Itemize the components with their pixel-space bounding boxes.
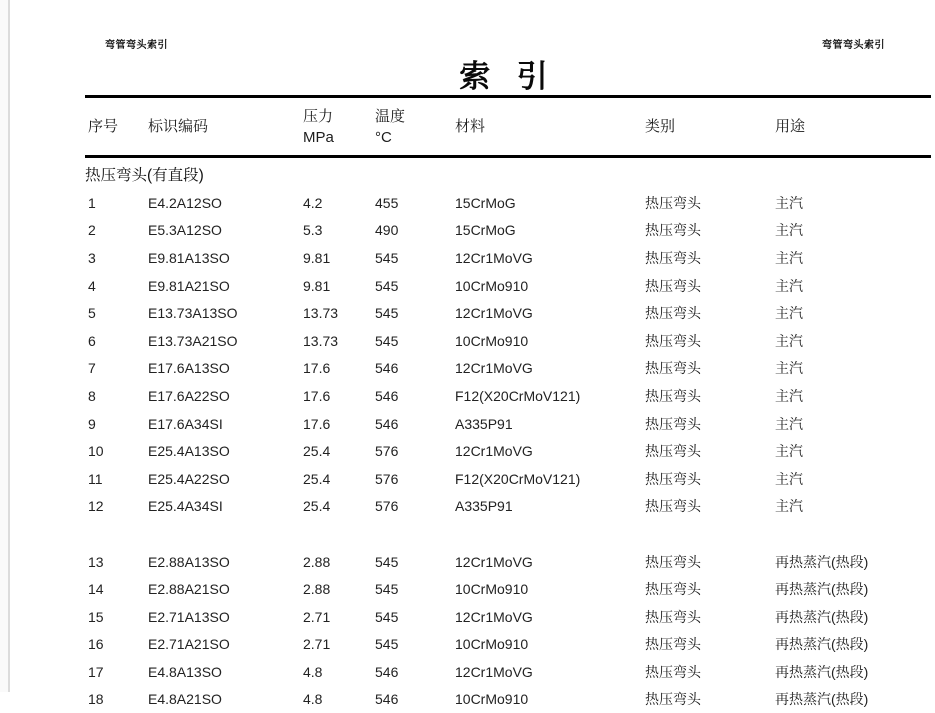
cell-category: 热压弯头 (645, 305, 701, 322)
cell-id-code: E13.73A13SO (148, 305, 238, 322)
cell-use: 再热蒸汽(热段) (775, 581, 869, 598)
cell-id-code: E2.71A13SO (148, 608, 230, 625)
cell-material: 12Cr1MoVG (455, 663, 533, 680)
table-row (85, 217, 931, 245)
table-row (85, 437, 931, 465)
cell-id-code: E17.6A13SO (148, 360, 230, 377)
cell-temperature: 546 (375, 691, 399, 708)
table-row (85, 465, 931, 493)
cell-material: 10CrMo910 (455, 691, 529, 708)
cell-temperature: 546 (375, 387, 399, 404)
cell-temperature: 545 (375, 249, 399, 266)
cell-serial-number: 15 (88, 608, 104, 625)
cell-use: 主汽 (775, 360, 803, 377)
cell-id-code: E2.88A13SO (148, 553, 230, 570)
cell-serial-number: 6 (88, 332, 96, 349)
cell-serial-number: 3 (88, 249, 96, 266)
cell-id-code: E9.81A21SO (148, 277, 230, 294)
cell-material: A335P91 (455, 498, 513, 515)
cell-use: 主汽 (775, 194, 803, 211)
cell-pressure: 4.8 (303, 691, 323, 708)
cell-category: 热压弯头 (645, 498, 701, 515)
cell-serial-number: 4 (88, 277, 96, 294)
cell-material: F12(X20CrMoV121) (455, 387, 581, 404)
cell-temperature: 546 (375, 360, 399, 377)
index-table (85, 95, 931, 713)
cell-pressure: 17.6 (303, 387, 331, 404)
column-header-3 (375, 98, 455, 155)
cell-temperature: 576 (375, 470, 399, 487)
cell-id-code: E4.2A12SO (148, 194, 222, 211)
cell-id-code: E25.4A22SO (148, 470, 230, 487)
column-header-label: 温度 (375, 107, 406, 125)
table-row (85, 382, 931, 410)
table-row (85, 299, 931, 327)
running-header-left: 弯管弯头索引 (105, 40, 168, 51)
table-row (85, 355, 931, 383)
cell-material: 10CrMo910 (455, 332, 529, 349)
cell-use: 再热蒸汽(热段) (775, 663, 869, 680)
cell-serial-number: 5 (88, 305, 96, 322)
column-header-label: 材料 (455, 118, 486, 135)
cell-pressure: 13.73 (303, 305, 339, 322)
cell-serial-number: 14 (88, 581, 104, 598)
cell-material: 12Cr1MoVG (455, 249, 533, 266)
table-row (85, 520, 931, 548)
cell-serial-number: 13 (88, 553, 104, 570)
cell-use: 主汽 (775, 387, 803, 404)
cell-temperature: 545 (375, 636, 399, 653)
cell-pressure: 4.2 (303, 194, 323, 211)
cell-material: 12Cr1MoVG (455, 360, 533, 377)
cell-use: 主汽 (775, 415, 803, 432)
cell-serial-number: 7 (88, 360, 96, 377)
cell-use: 再热蒸汽(热段) (775, 608, 869, 625)
cell-use: 再热蒸汽(热段) (775, 553, 869, 570)
cell-pressure: 13.73 (303, 332, 339, 349)
cell-use: 主汽 (775, 498, 803, 515)
table-row (85, 327, 931, 355)
cell-use: 再热蒸汽(热段) (775, 636, 869, 653)
cell-serial-number: 18 (88, 691, 104, 708)
page-left-edge-line (8, 0, 10, 692)
cell-category: 热压弯头 (645, 691, 701, 708)
cell-temperature: 576 (375, 498, 399, 515)
table-row (85, 493, 931, 521)
cell-material: 12Cr1MoVG (455, 443, 533, 460)
cell-serial-number: 9 (88, 415, 96, 432)
cell-use: 主汽 (775, 249, 803, 266)
cell-temperature: 545 (375, 553, 399, 570)
cell-use: 主汽 (775, 443, 803, 460)
column-header-label: 用途 (775, 118, 806, 135)
column-header-label: 标识编码 (148, 118, 209, 135)
cell-use: 再热蒸汽(热段) (775, 691, 869, 708)
cell-id-code: E25.4A13SO (148, 443, 230, 460)
table-row (85, 575, 931, 603)
cell-pressure: 9.81 (303, 277, 331, 294)
cell-pressure: 5.3 (303, 222, 323, 239)
table-row (85, 686, 931, 713)
cell-category: 热压弯头 (645, 663, 701, 680)
cell-category: 热压弯头 (645, 249, 701, 266)
table-row (85, 244, 931, 272)
cell-category: 热压弯头 (645, 443, 701, 460)
cell-pressure: 2.88 (303, 553, 331, 570)
cell-temperature: 545 (375, 305, 399, 322)
cell-serial-number: 16 (88, 636, 104, 653)
cell-material: F12(X20CrMoV121) (455, 470, 581, 487)
cell-id-code: E17.6A34SI (148, 415, 223, 432)
cell-id-code: E25.4A34SI (148, 498, 223, 515)
cell-use: 主汽 (775, 332, 803, 349)
cell-serial-number: 11 (88, 470, 103, 487)
column-header-5 (645, 98, 775, 155)
cell-serial-number: 8 (88, 387, 96, 404)
cell-temperature: 455 (375, 194, 399, 211)
cell-serial-number: 17 (88, 663, 104, 680)
cell-serial-number: 12 (88, 498, 104, 515)
table-row (85, 548, 931, 576)
cell-id-code: E2.88A21SO (148, 581, 230, 598)
column-header-4 (455, 98, 645, 155)
cell-material: 15CrMoG (455, 222, 516, 239)
table-body (85, 189, 931, 713)
column-header-unit: °C (375, 128, 392, 146)
cell-pressure: 4.8 (303, 663, 323, 680)
cell-category: 热压弯头 (645, 470, 701, 487)
cell-pressure: 25.4 (303, 470, 331, 487)
cell-temperature: 490 (375, 222, 399, 239)
cell-material: A335P91 (455, 415, 513, 432)
cell-id-code: E13.73A21SO (148, 332, 238, 349)
cell-temperature: 545 (375, 608, 399, 625)
cell-use: 主汽 (775, 305, 803, 322)
column-header-unit: MPa (303, 128, 334, 146)
cell-temperature: 546 (375, 415, 399, 432)
cell-pressure: 9.81 (303, 249, 331, 266)
section-header: 热压弯头(有直段) (85, 166, 204, 184)
cell-id-code: E4.8A13SO (148, 663, 222, 680)
cell-temperature: 545 (375, 277, 399, 294)
table-row (85, 658, 931, 686)
cell-category: 热压弯头 (645, 608, 701, 625)
column-header-label: 类别 (645, 118, 676, 135)
cell-temperature: 576 (375, 443, 399, 460)
cell-category: 热压弯头 (645, 387, 701, 404)
cell-use: 主汽 (775, 222, 803, 239)
cell-pressure: 25.4 (303, 498, 331, 515)
cell-category: 热压弯头 (645, 360, 701, 377)
cell-pressure: 2.88 (303, 581, 331, 598)
cell-category: 热压弯头 (645, 415, 701, 432)
cell-temperature: 545 (375, 332, 399, 349)
page-title: 索 引 (459, 59, 557, 94)
cell-material: 12Cr1MoVG (455, 553, 533, 570)
cell-id-code: E4.8A21SO (148, 691, 222, 708)
cell-temperature: 546 (375, 663, 399, 680)
cell-id-code: E5.3A12SO (148, 222, 222, 239)
cell-category: 热压弯头 (645, 553, 701, 570)
cell-material: 10CrMo910 (455, 581, 529, 598)
cell-material: 15CrMoG (455, 194, 516, 211)
cell-serial-number: 10 (88, 443, 104, 460)
page-left-margin-strip (0, 0, 8, 692)
cell-id-code: E17.6A22SO (148, 387, 230, 404)
column-header-label: 序号 (88, 118, 119, 135)
cell-category: 热压弯头 (645, 636, 701, 653)
cell-material: 10CrMo910 (455, 277, 529, 294)
table-row (85, 272, 931, 300)
cell-use: 主汽 (775, 470, 803, 487)
cell-pressure: 17.6 (303, 415, 331, 432)
column-header-1 (148, 98, 303, 155)
cell-serial-number: 2 (88, 222, 96, 239)
table-header-row (85, 98, 931, 158)
running-header-right: 弯管弯头索引 (822, 40, 885, 51)
cell-serial-number: 1 (88, 194, 96, 211)
column-header-2 (303, 98, 375, 155)
cell-category: 热压弯头 (645, 277, 701, 294)
cell-material: 12Cr1MoVG (455, 305, 533, 322)
cell-temperature: 545 (375, 581, 399, 598)
cell-pressure: 2.71 (303, 608, 331, 625)
column-header-0 (85, 98, 148, 155)
cell-pressure: 25.4 (303, 443, 331, 460)
cell-pressure: 17.6 (303, 360, 331, 377)
column-header-label: 压力 (303, 107, 334, 125)
cell-category: 热压弯头 (645, 194, 701, 211)
table-row (85, 410, 931, 438)
cell-material: 10CrMo910 (455, 636, 529, 653)
table-row (85, 189, 931, 217)
cell-id-code: E9.81A13SO (148, 249, 230, 266)
cell-use: 主汽 (775, 277, 803, 294)
column-header-6 (775, 98, 931, 155)
cell-id-code: E2.71A21SO (148, 636, 230, 653)
table-row (85, 631, 931, 659)
cell-category: 热压弯头 (645, 332, 701, 349)
cell-category: 热压弯头 (645, 581, 701, 598)
table-row (85, 603, 931, 631)
cell-material: 12Cr1MoVG (455, 608, 533, 625)
cell-category: 热压弯头 (645, 222, 701, 239)
cell-pressure: 2.71 (303, 636, 331, 653)
